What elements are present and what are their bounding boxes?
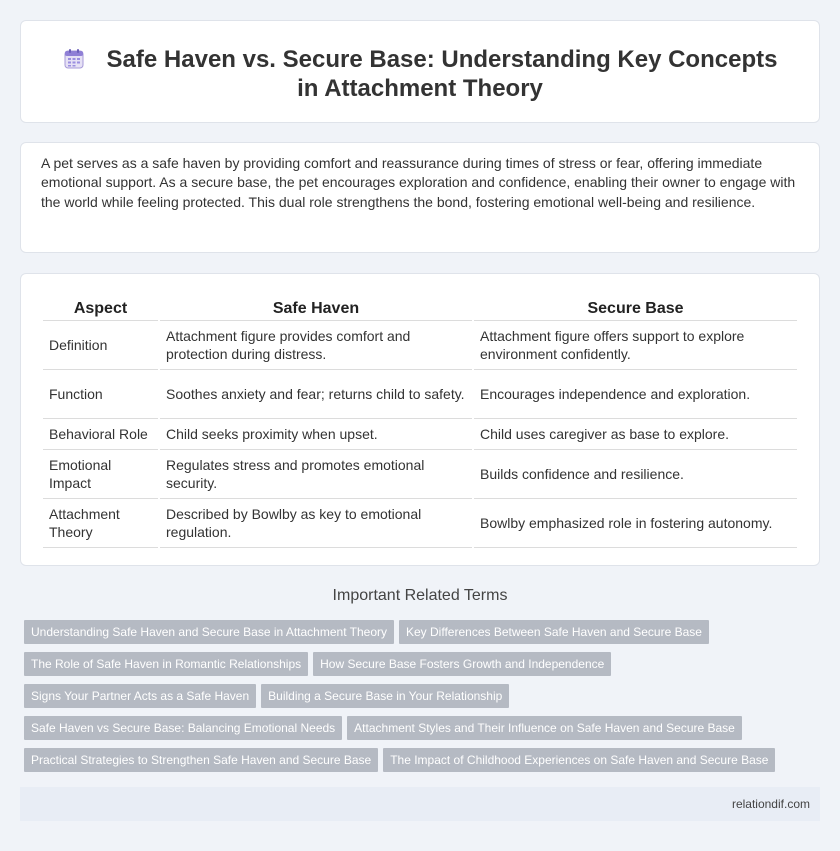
related-term-link[interactable]: Understanding Safe Haven and Secure Base in Attachment Theory [24,620,394,644]
comparison-table-card [20,273,820,566]
secure-base-cell: Bowlby emphasized role in fostering autonomy. [474,499,797,548]
table-header-row [43,294,797,321]
related-term-link[interactable]: Building a Secure Base in Your Relationship [261,684,509,708]
secure-base-cell: Attachment figure offers support to explore environment confidently. [474,321,797,370]
footer-site-link[interactable]: relationdif.com [731,797,810,811]
table-row [43,321,797,370]
table-row [43,499,797,548]
aspect-cell: Behavioral Role [43,419,158,450]
safe-haven-cell: Regulates stress and promotes emotional security. [160,450,472,499]
secure-base-cell: Builds confidence and resilience. [474,450,797,499]
related-terms-heading: Important Related Terms [332,587,508,604]
aspect-cell: Emotional Impact [43,450,158,499]
related-term-link[interactable]: Attachment Styles and Their Influence on Safe Haven and Secure Base [347,716,742,740]
related-term-link[interactable]: The Role of Safe Haven in Romantic Relationships [24,652,308,676]
safe-haven-cell: Soothes anxiety and fear; returns child to safety. [160,370,472,419]
related-term-link[interactable]: The Impact of Childhood Experiences on Safe Haven and Secure Base [383,748,775,772]
header-secure-base: Secure Base [474,294,797,321]
safe-haven-cell: Child seeks proximity when upset. [160,419,472,450]
related-term-link[interactable]: Signs Your Partner Acts as a Safe Haven [24,684,256,708]
safe-haven-cell: Described by Bowlby as key to emotional regulation. [160,499,472,548]
calendar-icon [63,48,85,70]
footer [20,787,820,821]
aspect-cell: Attachment Theory [43,499,158,548]
intro-paragraph: A pet serves as a safe haven by providing comfort and reassurance during times of stress or fear, offering immediate emotional support. As a secure base, the pet encourages exploration and confidence, enabling their owner to engage with the world while feeling protected. This dual role strengthens the bond, fostering emotional well-being and resilience. [41,155,796,210]
related-term-link[interactable]: Safe Haven vs Secure Base: Balancing Emotional Needs [24,716,342,740]
aspect-cell: Function [43,370,158,419]
related-terms-list [24,620,824,780]
aspect-cell: Definition [43,321,158,370]
related-term-link[interactable]: How Secure Base Fosters Growth and Independence [313,652,611,676]
secure-base-cell: Child uses caregiver as base to explore. [474,419,797,450]
title-card [20,20,820,123]
secure-base-cell: Encourages independence and exploration. [474,370,797,419]
table-row [43,419,797,450]
safe-haven-cell: Attachment figure provides comfort and protection during distress. [160,321,472,370]
page-title-text: Safe Haven vs. Secure Base: Understanding Key Concepts in Attachment Theory [106,46,778,102]
related-term-link[interactable]: Key Differences Between Safe Haven and Secure Base [399,620,709,644]
table-row [43,370,797,419]
intro-card [20,142,820,253]
header-aspect: Aspect [43,294,158,321]
related-term-link[interactable]: Practical Strategies to Strengthen Safe Haven and Secure Base [24,748,378,772]
page-title [21,21,819,103]
comparison-table [41,294,799,548]
table-row [43,450,797,499]
header-safe-haven: Safe Haven [160,294,472,321]
